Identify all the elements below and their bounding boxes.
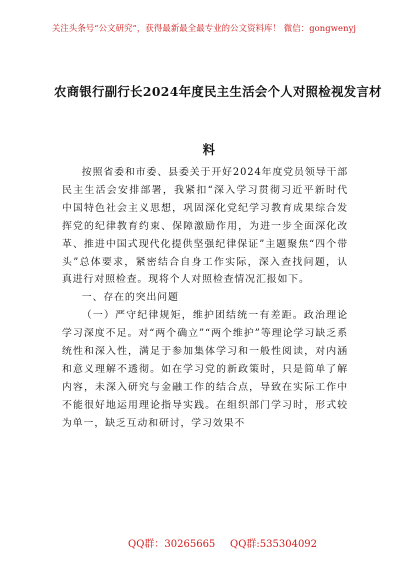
qq-group-left: QQ群：30265665 [128, 539, 216, 550]
section-heading: 一、存在的突出问题 [81, 292, 179, 304]
qq-group-right: QQ群:535304092 [230, 539, 318, 550]
document-body [62, 164, 348, 433]
title-line-2: 料 [202, 142, 216, 157]
document-title [54, 63, 382, 179]
item-paragraph: （一）严守纪律规矩，维护团结统一有差距。政治理论学习深度不足。对“两个确立”“两个维护”等理论学习缺乏系统性和深入性，满足于参加集体学习和一般性阅读，对内涵和意义理解不透彻。如在学习党的新政策时，只是简单了解内容，未深入研究与金融工作的结合点，导致在实际工作中不能很好地运用理论指导实践。在组织部门学习时，形式较为单一，缺乏互动和研讨，学习效果不 [62, 310, 348, 429]
intro-paragraph: 按照省委和市委、县委关于开好2024年度党员领导干部民主生活会安排部署，我紧扣“深入学习贯彻习近平新时代中国特色社会主义思想，巩固深化党纪学习教育成果综合发挥党的纪律教育约束、保障激励作用，为进一步全面深化改革、推进中国式现代化提供坚强纪律保证”主题聚焦“四个带头”总体要求，紧密结合自身工作实际，深入查找问题，认真进行对照检查。现将个人对照检查情况汇报如下。 [62, 167, 348, 286]
promo-banner: 关注头条号“公文研究”，获得最新最全最专业的公文资料库！ 微信：gongwenyj [51, 23, 357, 33]
title-line-1: 农商银行副行长2024年度民主生活会个人对照检视发言材 [54, 84, 382, 99]
